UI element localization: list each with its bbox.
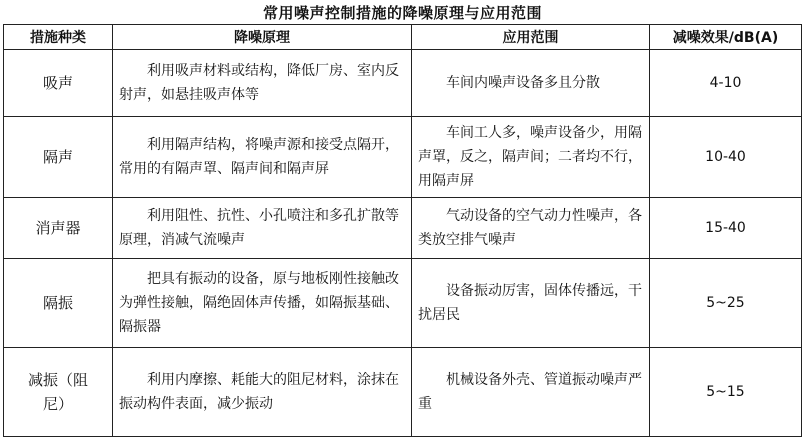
cell-principle: 利用吸声材料或结构，降低厂房、室内反射声，如悬挂吸声体等 <box>113 50 412 117</box>
table-row <box>4 198 802 259</box>
header-row <box>4 25 802 50</box>
noise-control-table <box>3 24 802 437</box>
cell-principle: 利用内摩擦、耗能大的阻尼材料，涂抹在振动构件表面，减少振动 <box>113 348 412 437</box>
cell-scope: 车间工人多，噪声设备少，用隔声罩，反之，隔声间；二者均不行，用隔声屏 <box>412 117 650 198</box>
cell-principle: 利用隔声结构，将噪声源和接受点隔开，常用的有隔声罩、隔声间和隔声屏 <box>113 117 412 198</box>
cell-effect: 5~15 <box>650 348 802 437</box>
cell-type: 消声器 <box>4 198 113 259</box>
cell-scope: 设备振动厉害，固体传播远，干扰居民 <box>412 259 650 348</box>
cell-scope: 车间内噪声设备多且分散 <box>412 50 650 117</box>
cell-type: 隔振 <box>4 259 113 348</box>
cell-type: 减振（阻尼） <box>4 348 113 437</box>
header-type: 措施种类 <box>4 25 113 50</box>
cell-effect: 15-40 <box>650 198 802 259</box>
header-principle: 降噪原理 <box>113 25 412 50</box>
cell-effect: 4-10 <box>650 50 802 117</box>
cell-principle: 把具有振动的设备，原与地板刚性接触改为弹性接触，隔绝固体声传播，如隔振基础、隔振器 <box>113 259 412 348</box>
table-row <box>4 348 802 437</box>
table-row <box>4 117 802 198</box>
cell-scope: 气动设备的空气动力性噪声，各类放空排气噪声 <box>412 198 650 259</box>
cell-type: 吸声 <box>4 50 113 117</box>
header-effect: 减噪效果/dB(A) <box>650 25 802 50</box>
cell-type: 隔声 <box>4 117 113 198</box>
table-row <box>4 259 802 348</box>
table-title: 常用噪声控制措施的降噪原理与应用范围 <box>262 4 542 22</box>
table-row <box>4 50 802 117</box>
header-scope: 应用范围 <box>412 25 650 50</box>
cell-effect: 10-40 <box>650 117 802 198</box>
cell-scope: 机械设备外壳、管道振动噪声严重 <box>412 348 650 437</box>
cell-principle: 利用阻性、抗性、小孔喷注和多孔扩散等原理，消减气流噪声 <box>113 198 412 259</box>
cell-effect: 5~25 <box>650 259 802 348</box>
